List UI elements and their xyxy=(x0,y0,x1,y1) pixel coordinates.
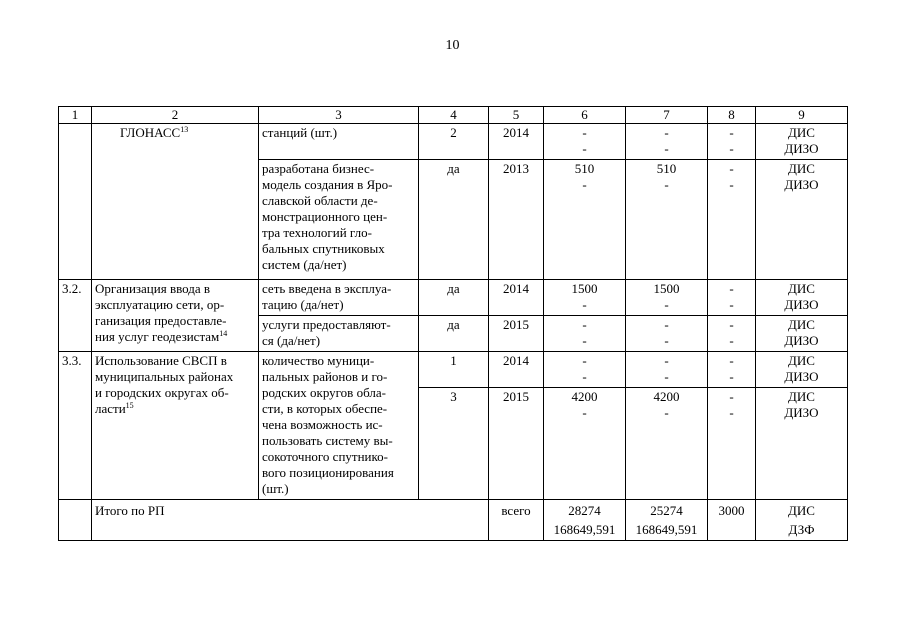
amount-cell-6: 28274 168649,591 xyxy=(544,500,626,541)
year-cell: 2014 xyxy=(489,352,544,388)
column-header: 9 xyxy=(756,107,848,124)
value-cell: да xyxy=(419,160,489,280)
executor-cell: ДИС ДЗФ xyxy=(756,500,848,541)
amount-cell-8: - - xyxy=(708,316,756,352)
total-label: Итого по РП xyxy=(92,500,489,541)
amount-cell-8: - - xyxy=(708,160,756,280)
indicator-cell: сеть введена в эксплуа- тацию (да/нет) xyxy=(259,280,419,316)
indicator-cell: станций (шт.) xyxy=(259,124,419,160)
amount-cell-6: 4200 - xyxy=(544,388,626,500)
amount-cell-7: 25274 168649,591 xyxy=(626,500,708,541)
task-text: Организация ввода в эксплуатацию сети, ор- ганизация предоставле- ния услуг геодезистам xyxy=(95,281,227,344)
amount-cell-7: 1500 - xyxy=(626,280,708,316)
column-header: 6 xyxy=(544,107,626,124)
amount-cell-6: - - xyxy=(544,316,626,352)
amount-cell-7: 510 - xyxy=(626,160,708,280)
year-cell: 2015 xyxy=(489,316,544,352)
executor-cell: ДИС ДИЗО xyxy=(756,124,848,160)
column-header: 3 xyxy=(259,107,419,124)
amount-cell-8: - - xyxy=(708,280,756,316)
total-row xyxy=(59,500,848,541)
amount-cell-8: - - xyxy=(708,388,756,500)
executor-cell: ДИС ДИЗО xyxy=(756,160,848,280)
amount-cell-8: - - xyxy=(708,352,756,388)
year-cell: 2014 xyxy=(489,124,544,160)
page-number: 10 xyxy=(445,38,460,53)
amount-cell-7: - - xyxy=(626,352,708,388)
amount-cell-6: - - xyxy=(544,352,626,388)
indicator-cell: услуги предоставляют- ся (да/нет) xyxy=(259,316,419,352)
value-cell: 1 xyxy=(419,352,489,388)
table-row xyxy=(59,124,848,160)
program-table xyxy=(58,106,848,541)
value-cell: да xyxy=(419,316,489,352)
amount-cell-6: - - xyxy=(544,124,626,160)
column-header: 7 xyxy=(626,107,708,124)
column-header: 8 xyxy=(708,107,756,124)
year-cell: 2015 xyxy=(489,388,544,500)
column-header: 4 xyxy=(419,107,489,124)
amount-cell-8: - - xyxy=(708,124,756,160)
task-cell xyxy=(92,124,259,280)
executor-cell: ДИС ДИЗО xyxy=(756,316,848,352)
year-cell: 2013 xyxy=(489,160,544,280)
amount-cell-8: 3000 xyxy=(708,500,756,541)
row-number xyxy=(59,500,92,541)
task-cell xyxy=(92,280,259,352)
table-row xyxy=(59,280,848,316)
amount-cell-7: 4200 - xyxy=(626,388,708,500)
table-row xyxy=(59,352,848,388)
executor-cell: ДИС ДИЗО xyxy=(756,280,848,316)
indicator-cell: количество муници- пальных районов и го- родских округов обла- сти, в которых обеспе- чена возможность ис- пользовать систему вы- сокоточного спутнико- вого позиционирования (шт.) xyxy=(259,352,419,500)
row-number: 3.3. xyxy=(59,352,92,500)
amount-cell-6: 1500 - xyxy=(544,280,626,316)
executor-cell: ДИС ДИЗО xyxy=(756,352,848,388)
footnote-ref: 15 xyxy=(125,401,134,410)
value-cell: да xyxy=(419,280,489,316)
executor-cell: ДИС ДИЗО xyxy=(756,388,848,500)
row-number xyxy=(59,124,92,280)
header-row xyxy=(59,107,848,124)
task-text: ГЛОНАСС xyxy=(120,125,181,140)
task-text: Использование СВСП в муниципальных районах и городских округах об- ласти xyxy=(95,353,234,416)
row-number: 3.2. xyxy=(59,280,92,352)
value-cell: 2 xyxy=(419,124,489,160)
column-header: 5 xyxy=(489,107,544,124)
column-header: 2 xyxy=(92,107,259,124)
year-cell: 2014 xyxy=(489,280,544,316)
year-cell: всего xyxy=(489,500,544,541)
amount-cell-6: 510 - xyxy=(544,160,626,280)
indicator-cell: разработана бизнес- модель создания в Яро- славской области де- монстрационного цен- тра технологий гло- бальных спутниковых систем (да/нет) xyxy=(259,160,419,280)
footnote-ref: 13 xyxy=(180,125,189,134)
footnote-ref: 14 xyxy=(219,329,228,338)
amount-cell-7: - - xyxy=(626,316,708,352)
amount-cell-7: - - xyxy=(626,124,708,160)
column-header: 1 xyxy=(59,107,92,124)
value-cell: 3 xyxy=(419,388,489,500)
task-cell xyxy=(92,352,259,500)
